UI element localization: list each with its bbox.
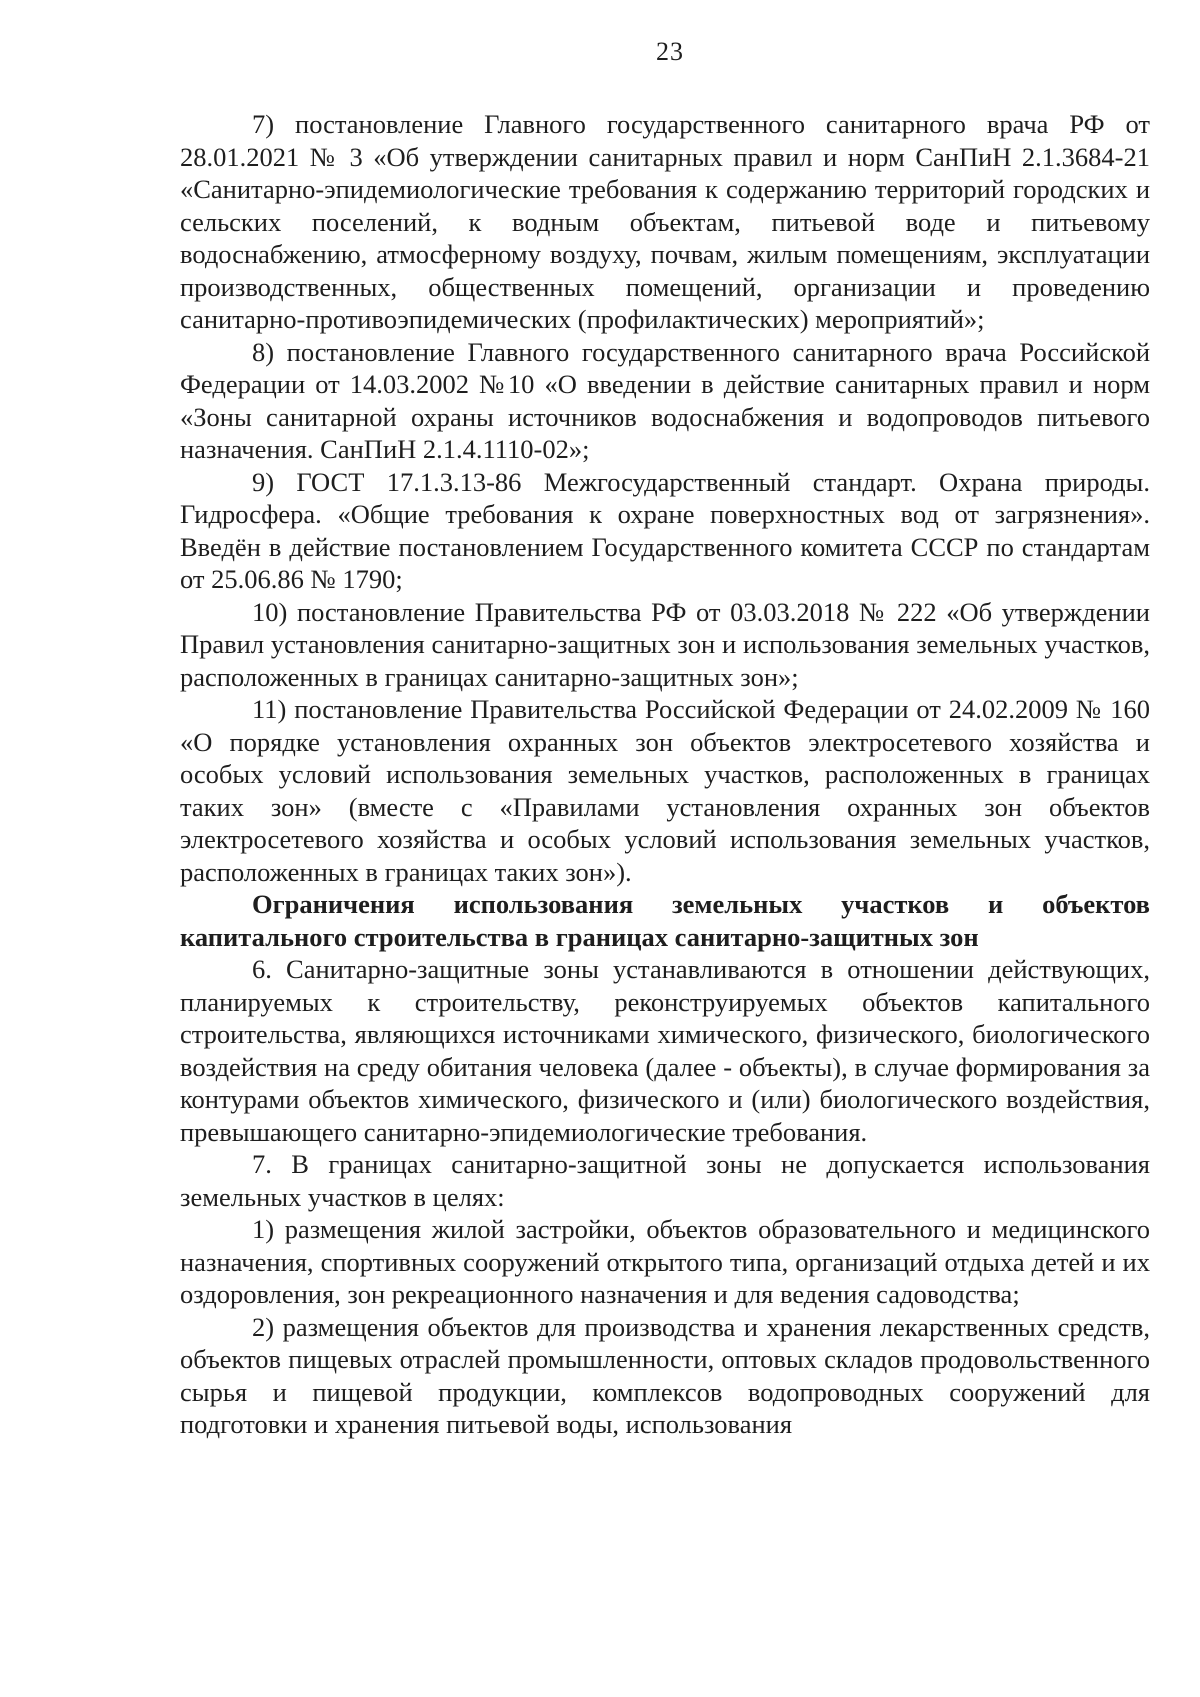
document-body — [180, 108, 1150, 1441]
clause-7-item-2: 2) размещения объектов для производства и хранения лекарственных средств, объектов пищевых отраслей промышленности, оптовых складов продовольственного сырья и пищевой продукции, комплексов водопроводных сооружений для подготовки и хранения питьевой воды, использования — [180, 1311, 1150, 1439]
section-heading: Ограничения использования земельных участков и объектов капитального строительства в границах санитарно-защитных зон — [180, 889, 1150, 952]
clause-6: 6. Санитарно-защитные зоны устанавливаются в отношении действующих, планируемых к строительству, реконструируемых объектов капитального строительства, являющихся источниками химического, физического, биологического воздействия на среду обитания человека (далее - объекты), в случае формирования за контурами объектов химического, физического и (или) биологического воздействия, превышающего санитарно-эпидемиологические требования. — [180, 954, 1150, 1147]
list-item-8: 8) постановление Главного государственного санитарного врача Российской Федерации от 14.03.2002 №10 «О введении в действие санитарных правил и норм «Зоны санитарной охраны источников водоснабжения и водопроводов питьевого назначения. СанПиН 2.1.4.1110-02»; — [180, 336, 1150, 464]
list-item-10: 10) постановление Правительства РФ от 03.03.2018 № 222 «Об утверждении Правил установления санитарно-защитных зон и использования земельных участков, расположенных в границах санитарно-защитных зон»; — [180, 596, 1150, 692]
page-number: 23 — [656, 37, 684, 66]
list-item-7: 7) постановление Главного государственного санитарного врача РФ от 28.01.2021 № 3 «Об утверждении санитарных правил и норм СанПиН 2.1.3684-21 «Санитарно-эпидемиологические требования к содержанию территорий городских и сельских поселений, к водным объектам, питьевой воде и питьевому водоснабжению, атмосферному воздуху, почвам, жилым помещениям, эксплуатации производственных, общественных помещений, организации и проведению санитарно-противоэпидемических (профилактических) мероприятий»; — [180, 109, 1150, 334]
list-item-9: 9) ГОСТ 17.1.3.13-86 Межгосударственный стандарт. Охрана природы. Гидросфера. «Общие требования к охране поверхностных вод от загрязнения». Введён в действие постановлением Государственного комитета СССР по стандартам от 25.06.86 № 1790; — [180, 466, 1150, 594]
clause-7-item-1: 1) размещения жилой застройки, объектов образовательного и медицинского назначения, спортивных сооружений открытого типа, организаций отдыха детей и их оздоровления, зон рекреационного назначения и для ведения садоводства; — [180, 1214, 1150, 1309]
list-item-11: 11) постановление Правительства Российской Федерации от 24.02.2009 № 160 «О порядке установления охранных зон объектов электросетевого хозяйства и особых условий использования земельных участков, расположенных в границах таких зон» (вместе с «Правилами установления охранных зон объектов электросетевого хозяйства и особых условий использования земельных участков, расположенных в границах таких зон»). — [180, 694, 1150, 887]
clause-7: 7. В границах санитарно-защитной зоны не допускается использования земельных участков в целях: — [180, 1149, 1150, 1212]
